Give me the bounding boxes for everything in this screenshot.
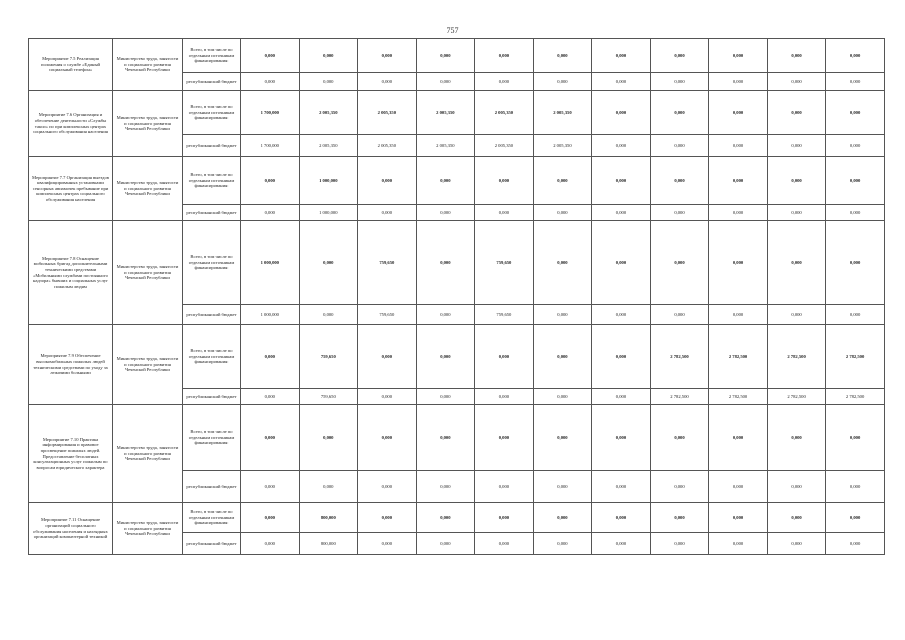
amount-cell-total: 0,000 [826,157,885,205]
amount-cell-republic: 0,000 [299,471,358,503]
amount-cell-total: 0,000 [767,157,826,205]
event-title: Мероприятие 7.5 Реализация положения о службе «Единый социальный телефон» [29,39,113,91]
amount-cell-republic: 0,000 [592,73,651,91]
amount-cell-republic: 0,000 [416,305,475,325]
amount-cell-republic: 0,000 [416,389,475,405]
amount-cell-total: 0,000 [475,405,534,471]
amount-cell-republic: 0,000 [358,533,417,555]
amount-cell-republic: 800,000 [299,533,358,555]
amount-cell-republic: 0,000 [767,205,826,221]
amount-cell-total: 0,000 [416,157,475,205]
amount-cell-republic: 0,000 [650,205,709,221]
amount-cell-total: 800,000 [299,503,358,533]
amount-cell-total: 759,650 [475,221,534,305]
amount-cell-total: 0,000 [241,325,300,389]
amount-cell-republic: 0,000 [826,205,885,221]
amount-cell-total: 0,000 [241,157,300,205]
event-title: Мероприятие 7.11 Оснащение организаций социального обслуживания населения и наглядных организаций компьютерной техникой [29,503,113,555]
amount-cell-republic: 0,000 [416,205,475,221]
amount-cell-republic: 0,000 [241,205,300,221]
amount-cell-republic: 1 000,000 [241,305,300,325]
amount-cell-total: 0,000 [826,405,885,471]
amount-cell-total: 759,650 [358,221,417,305]
amount-cell-total: 0,000 [533,221,592,305]
amount-cell-total: 0,000 [650,39,709,73]
amount-cell-republic: 0,000 [533,533,592,555]
amount-cell-republic: 0,000 [475,73,534,91]
amount-cell-republic: 2 005,350 [533,135,592,157]
amount-cell-republic: 0,000 [709,471,768,503]
amount-cell-republic: 0,000 [475,471,534,503]
amount-cell-republic: 0,000 [826,73,885,91]
amount-cell-total: 0,000 [592,503,651,533]
responsible-organization: Министерство труда, занятости и социального развития Чеченской Республики [113,91,183,157]
amount-cell-republic: 0,000 [475,389,534,405]
amount-cell-total: 0,000 [533,325,592,389]
amount-cell-total: 0,000 [416,221,475,305]
amount-cell-republic: 0,000 [592,389,651,405]
amount-cell-total: 0,000 [592,157,651,205]
amount-cell-republic: 0,000 [709,205,768,221]
amount-cell-republic: 0,000 [650,73,709,91]
amount-cell-total: 0,000 [416,39,475,73]
amount-cell-total: 2 782,500 [767,325,826,389]
amount-cell-republic: 0,000 [767,533,826,555]
amount-cell-total: 2 005,350 [475,91,534,135]
amount-cell-republic: 0,000 [533,471,592,503]
amount-cell-total: 0,000 [533,39,592,73]
amount-cell-total: 0,000 [826,39,885,73]
amount-cell-total: 0,000 [709,157,768,205]
funding-source-total-label: Всего, в том числе по отдельным источникам финансирования: [183,405,241,471]
amount-cell-total: 0,000 [592,325,651,389]
amount-cell-republic: 0,000 [533,73,592,91]
amount-cell-total: 0,000 [767,405,826,471]
amount-cell-total: 2 005,350 [358,91,417,135]
amount-cell-republic: 1 700,000 [241,135,300,157]
responsible-organization: Министерство труда, занятости и социального развития Чеченской Республики [113,39,183,91]
amount-cell-total: 0,000 [767,221,826,305]
amount-cell-total: 0,000 [358,405,417,471]
amount-cell-republic: 0,000 [650,471,709,503]
funding-source-republic-label: республиканский бюджет [183,73,241,91]
amount-cell-total: 0,000 [358,325,417,389]
amount-cell-total: 0,000 [475,39,534,73]
amount-cell-total: 0,000 [709,39,768,73]
event-title: Мероприятие 7.9 Обеспечение высокомобильных пожилых людей техническими средствами по уходу за лежачими больными [29,325,113,405]
amount-cell-total: 0,000 [650,91,709,135]
amount-cell-total: 0,000 [826,503,885,533]
amount-cell-republic: 2 005,350 [475,135,534,157]
amount-cell-republic: 0,000 [416,471,475,503]
funding-source-total-label: Всего, в том числе по отдельным источникам финансирования: [183,503,241,533]
amount-cell-republic: 0,000 [709,533,768,555]
amount-cell-total: 0,000 [826,91,885,135]
event-total-row [29,221,885,305]
amount-cell-total: 0,000 [241,405,300,471]
amount-cell-republic: 0,000 [826,533,885,555]
funding-source-total-label: Всего, в том числе по отдельным источникам финансирования: [183,91,241,135]
funding-source-republic-label: республиканский бюджет [183,471,241,503]
amount-cell-total: 759,650 [299,325,358,389]
funding-source-republic-label: республиканский бюджет [183,305,241,325]
amount-cell-total: 0,000 [475,503,534,533]
event-total-row [29,157,885,205]
amount-cell-total: 2 782,500 [650,325,709,389]
amount-cell-republic: 2 005,350 [299,135,358,157]
amount-cell-total: 0,000 [650,503,709,533]
amount-cell-total: 2 782,500 [826,325,885,389]
amount-cell-republic: 0,000 [358,205,417,221]
amount-cell-total: 0,000 [416,405,475,471]
amount-cell-republic: 0,000 [358,471,417,503]
funding-source-total-label: Всего, в том числе по отдельным источникам финансирования: [183,325,241,389]
amount-cell-republic: 0,000 [592,471,651,503]
amount-cell-republic: 0,000 [241,471,300,503]
amount-cell-total: 0,000 [358,503,417,533]
amount-cell-republic: 0,000 [592,533,651,555]
responsible-organization: Министерство труда, занятости и социального развития Чеченской Республики [113,503,183,555]
amount-cell-republic: 0,000 [533,389,592,405]
amount-cell-republic: 0,000 [767,73,826,91]
amount-cell-total: 0,000 [767,503,826,533]
amount-cell-total: 0,000 [709,91,768,135]
amount-cell-republic: 759,650 [475,305,534,325]
amount-cell-republic: 1 000,000 [299,205,358,221]
event-title: Мероприятие 7.10 Практика информирования и правовое просвещение пожилых людей. Предоставление бесплатных консультационных услуг пожилым по вопросам юридического характера [29,405,113,503]
amount-cell-republic: 0,000 [241,389,300,405]
event-title: Мероприятие 7.7 Организация выездов квалифицированных установками сенсорных авиамочек пребывание при комплексных центрах социального обслуживания населения [29,157,113,221]
amount-cell-total: 0,000 [533,157,592,205]
amount-cell-republic: 0,000 [592,305,651,325]
amount-cell-total: 1 700,000 [241,91,300,135]
amount-cell-republic: 0,000 [475,205,534,221]
amount-cell-total: 0,000 [592,221,651,305]
amount-cell-total: 0,000 [767,39,826,73]
event-title: Мероприятие 7.8 Оснащение мобильных бригад дополнительными техническими средствами «Мобильными службами постоянного надзора» бывших и социальных услуг пожилым людям [29,221,113,325]
amount-cell-republic: 0,000 [475,533,534,555]
amount-cell-total: 0,000 [416,503,475,533]
amount-cell-total: 0,000 [241,503,300,533]
amount-cell-total: 0,000 [650,221,709,305]
budget-table-body [29,39,885,555]
amount-cell-total: 0,000 [533,405,592,471]
amount-cell-republic: 0,000 [533,205,592,221]
amount-cell-republic: 0,000 [416,533,475,555]
amount-cell-total: 0,000 [299,39,358,73]
event-total-row [29,91,885,135]
responsible-organization: Министерство труда, занятости и социального развития Чеченской Республики [113,221,183,325]
amount-cell-republic: 2 782,500 [650,389,709,405]
amount-cell-republic: 2 782,500 [709,389,768,405]
amount-cell-republic: 0,000 [709,73,768,91]
amount-cell-total: 0,000 [592,405,651,471]
amount-cell-republic: 0,000 [767,305,826,325]
event-total-row [29,405,885,471]
amount-cell-republic: 0,000 [709,135,768,157]
amount-cell-republic: 0,000 [358,73,417,91]
amount-cell-total: 0,000 [592,91,651,135]
amount-cell-total: 2 005,350 [416,91,475,135]
amount-cell-republic: 0,000 [592,205,651,221]
amount-cell-total: 0,000 [241,39,300,73]
event-total-row [29,325,885,389]
amount-cell-total: 1 000,000 [241,221,300,305]
amount-cell-republic: 2 005,350 [416,135,475,157]
amount-cell-republic: 0,000 [709,305,768,325]
amount-cell-republic: 2 782,500 [767,389,826,405]
amount-cell-total: 0,000 [299,405,358,471]
amount-cell-republic: 0,000 [650,135,709,157]
amount-cell-total: 0,000 [709,405,768,471]
funding-source-republic-label: республиканский бюджет [183,389,241,405]
amount-cell-republic: 759,650 [299,389,358,405]
budget-table [28,38,885,555]
amount-cell-total: 0,000 [358,39,417,73]
amount-cell-total: 2 782,500 [709,325,768,389]
amount-cell-republic: 0,000 [533,305,592,325]
funding-source-total-label: Всего, в том числе по отдельным источникам финансирования: [183,39,241,73]
funding-source-republic-label: республиканский бюджет [183,533,241,555]
amount-cell-total: 0,000 [709,221,768,305]
funding-source-total-label: Всего, в том числе по отдельным источникам финансирования: [183,157,241,205]
amount-cell-total: 0,000 [299,221,358,305]
responsible-organization: Министерство труда, занятости и социального развития Чеченской Республики [113,405,183,503]
amount-cell-total: 2 005,350 [299,91,358,135]
amount-cell-republic: 0,000 [241,533,300,555]
funding-source-total-label: Всего, в том числе по отдельным источникам финансирования: [183,221,241,305]
amount-cell-total: 0,000 [416,325,475,389]
amount-cell-republic: 0,000 [416,73,475,91]
amount-cell-total: 0,000 [650,405,709,471]
responsible-organization: Министерство труда, занятости и социального развития Чеченской Республики [113,325,183,405]
amount-cell-total: 0,000 [592,39,651,73]
amount-cell-republic: 2 005,350 [358,135,417,157]
amount-cell-total: 2 005,350 [533,91,592,135]
amount-cell-total: 0,000 [650,157,709,205]
amount-cell-total: 0,000 [826,221,885,305]
event-title: Мероприятие 7.6 Организация и обеспечение деятельности «Службы такси» по при комплексных центрах социального обслуживания населения [29,91,113,157]
page-number: 757 [446,26,459,35]
funding-source-republic-label: республиканский бюджет [183,205,241,221]
amount-cell-republic: 0,000 [826,471,885,503]
amount-cell-total: 0,000 [533,503,592,533]
funding-source-republic-label: республиканский бюджет [183,135,241,157]
amount-cell-total: 0,000 [475,157,534,205]
amount-cell-republic: 0,000 [826,305,885,325]
amount-cell-republic: 0,000 [241,73,300,91]
amount-cell-total: 1 000,000 [299,157,358,205]
amount-cell-republic: 0,000 [299,73,358,91]
event-total-row [29,39,885,73]
responsible-organization: Министерство труда, занятости и социального развития Чеченской Республики [113,157,183,221]
amount-cell-republic: 0,000 [650,533,709,555]
amount-cell-republic: 0,000 [358,389,417,405]
amount-cell-republic: 0,000 [299,305,358,325]
amount-cell-republic: 0,000 [826,135,885,157]
amount-cell-republic: 759,650 [358,305,417,325]
amount-cell-republic: 2 782,500 [826,389,885,405]
event-total-row [29,503,885,533]
amount-cell-republic: 0,000 [767,135,826,157]
amount-cell-total: 0,000 [358,157,417,205]
amount-cell-republic: 0,000 [650,305,709,325]
amount-cell-republic: 0,000 [767,471,826,503]
amount-cell-total: 0,000 [709,503,768,533]
amount-cell-republic: 0,000 [592,135,651,157]
amount-cell-total: 0,000 [767,91,826,135]
amount-cell-total: 0,000 [475,325,534,389]
